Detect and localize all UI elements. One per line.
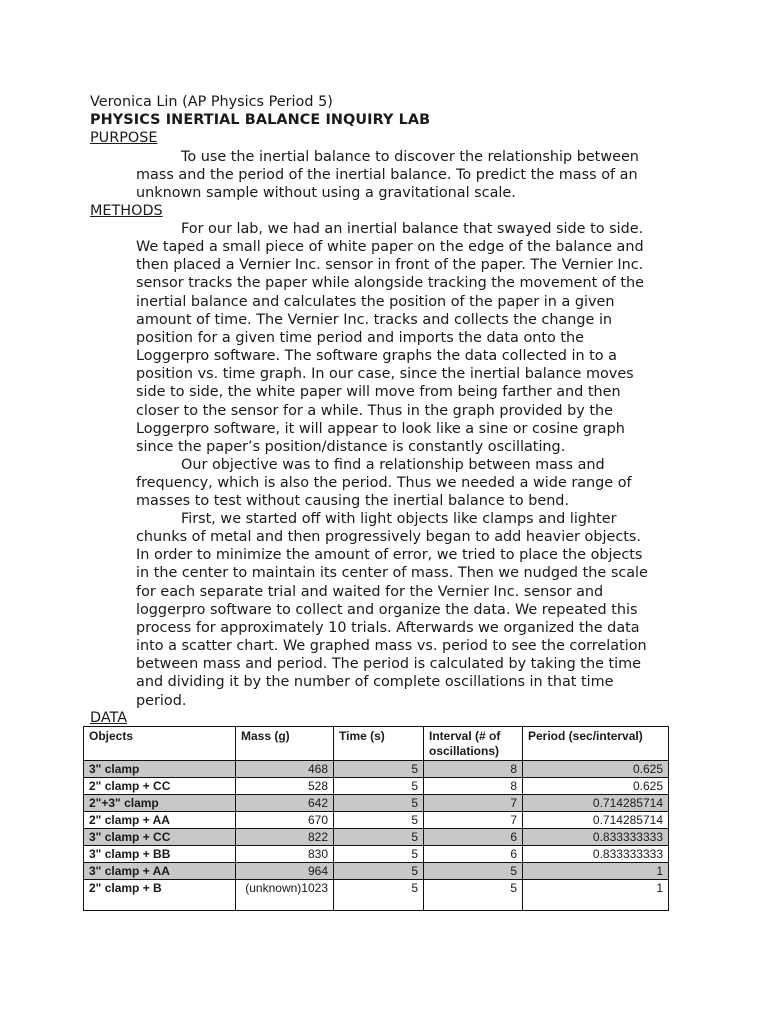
- column-header-period: Period (sec/interval): [523, 727, 669, 761]
- text-line: masses to test without causing the inertial balance to bend.: [136, 493, 570, 510]
- column-header-objects: Objects: [84, 727, 236, 761]
- text-line: In order to minimize the amount of error, we tried to place the objects: [136, 547, 643, 564]
- cell-time: 5: [334, 812, 424, 829]
- data-heading: DATA: [90, 710, 128, 726]
- text-line: between mass and period. The period is calculated by taking the time: [136, 656, 642, 673]
- table-row: [84, 880, 669, 911]
- text-line: position vs. time graph. In our case, since the inertial balance moves: [136, 366, 634, 383]
- purpose-paragraph: [136, 148, 676, 202]
- cell-interval: 7: [424, 795, 523, 812]
- cell-mass: (unknown)1023: [236, 880, 334, 911]
- cell-time: 5: [334, 880, 424, 911]
- cell-time: 5: [334, 761, 424, 778]
- text-line: chunks of metal and then progressively began to add heavier objects.: [136, 529, 641, 546]
- text-line: Loggerpro software. The software graphs the data collected in to a: [136, 348, 617, 365]
- cell-interval: 7: [424, 812, 523, 829]
- cell-interval: 6: [424, 846, 523, 863]
- cell-period: 0.625: [523, 761, 669, 778]
- cell-mass: 468: [236, 761, 334, 778]
- text-line: then placed a Vernier Inc. sensor in front of the paper. The Vernier Inc.: [136, 257, 644, 274]
- data-table: [83, 726, 669, 911]
- cell-interval: 6: [424, 829, 523, 846]
- cell-time: 5: [334, 846, 424, 863]
- text-line: To use the inertial balance to discover the relationship between: [181, 149, 639, 165]
- cell-interval: 8: [424, 761, 523, 778]
- text-line: period.: [136, 692, 187, 709]
- cell-object: 3" clamp + BB: [84, 846, 236, 863]
- author-line: Veronica Lin (AP Physics Period 5): [90, 94, 333, 110]
- cell-mass: 830: [236, 846, 334, 863]
- cell-object: 3" clamp + AA: [84, 863, 236, 880]
- cell-period: 0.833333333: [523, 829, 669, 846]
- text-line: unknown sample without using a gravitational scale.: [136, 185, 516, 202]
- text-line: sensor tracks the paper while alongside tracking the movement of the: [136, 275, 644, 292]
- table-row: [84, 761, 669, 778]
- column-header-interval: Interval (# of oscillations): [424, 727, 523, 761]
- text-line: since the paper’s position/distance is constantly oscillating.: [136, 438, 566, 455]
- column-header-mass: Mass (g): [236, 727, 334, 761]
- methods-heading: METHODS: [90, 203, 163, 219]
- table-row: [84, 829, 669, 846]
- table-header-row: [84, 727, 669, 761]
- text-line: into a scatter chart. We graphed mass vs. period to see the correlation: [136, 638, 647, 655]
- cell-mass: 670: [236, 812, 334, 829]
- cell-mass: 964: [236, 863, 334, 880]
- cell-mass: 528: [236, 778, 334, 795]
- table-row: [84, 812, 669, 829]
- cell-object: 2" clamp + AA: [84, 812, 236, 829]
- cell-time: 5: [334, 863, 424, 880]
- document-title: PHYSICS INERTIAL BALANCE INQUIRY LAB: [90, 112, 431, 128]
- text-line: position for a given time period and imports the data onto the: [136, 329, 585, 346]
- table-row: [84, 778, 669, 795]
- cell-mass: 642: [236, 795, 334, 812]
- cell-time: 5: [334, 795, 424, 812]
- cell-object: 3" clamp + CC: [84, 829, 236, 846]
- text-line: For our lab, we had an inertial balance that swayed side to side.: [181, 221, 644, 237]
- cell-interval: 5: [424, 880, 523, 911]
- text-line: closer to the sensor for a while. Thus in the graph provided by the: [136, 402, 613, 419]
- text-line: First, we started off with light objects like clamps and lighter: [181, 511, 617, 527]
- methods-paragraph-1: [136, 220, 676, 456]
- table-row: [84, 863, 669, 880]
- text-line: loggerpro software to collect and organize the data. We repeated this: [136, 601, 638, 618]
- cell-period: 0.833333333: [523, 846, 669, 863]
- text-line: Our objective was to find a relationship between mass and: [181, 457, 605, 473]
- cell-object: 3" clamp: [84, 761, 236, 778]
- cell-time: 5: [334, 778, 424, 795]
- cell-period: 0.714285714: [523, 795, 669, 812]
- table-row: [84, 846, 669, 863]
- text-line: inertial balance and calculates the position of the paper in a given: [136, 293, 615, 310]
- purpose-heading: PURPOSE: [90, 130, 158, 146]
- cell-period: 1: [523, 880, 669, 911]
- methods-paragraph-2: [136, 456, 676, 510]
- table-row: [84, 795, 669, 812]
- text-line: We taped a small piece of white paper on the edge of the balance and: [136, 239, 644, 256]
- text-line: for each separate trial and waited for the Vernier Inc. sensor and: [136, 583, 604, 600]
- cell-interval: 8: [424, 778, 523, 795]
- text-line: Loggerpro software, it will appear to look like a sine or cosine graph: [136, 420, 625, 437]
- cell-object: 2" clamp + B: [84, 880, 236, 911]
- cell-object: 2" clamp + CC: [84, 778, 236, 795]
- cell-period: 0.714285714: [523, 812, 669, 829]
- methods-paragraph-3: [136, 510, 676, 710]
- text-line: in the center to maintain its center of mass. Then we nudged the scale: [136, 565, 648, 582]
- text-line: frequency, which is also the period. Thus we needed a wide range of: [136, 475, 632, 492]
- column-header-time: Time (s): [334, 727, 424, 761]
- text-line: process for approximately 10 trials. Afterwards we organized the data: [136, 619, 640, 636]
- text-line: and dividing it by the number of complete oscillations in that time: [136, 674, 614, 691]
- cell-interval: 5: [424, 863, 523, 880]
- cell-object: 2"+3" clamp: [84, 795, 236, 812]
- text-line: amount of time. The Vernier Inc. tracks and collects the change in: [136, 311, 613, 328]
- text-line: mass and the period of the inertial balance. To predict the mass of an: [136, 167, 638, 184]
- cell-period: 0.625: [523, 778, 669, 795]
- cell-period: 1: [523, 863, 669, 880]
- cell-mass: 822: [236, 829, 334, 846]
- text-line: side to side, the white paper will move from being farther and then: [136, 384, 621, 401]
- cell-time: 5: [334, 829, 424, 846]
